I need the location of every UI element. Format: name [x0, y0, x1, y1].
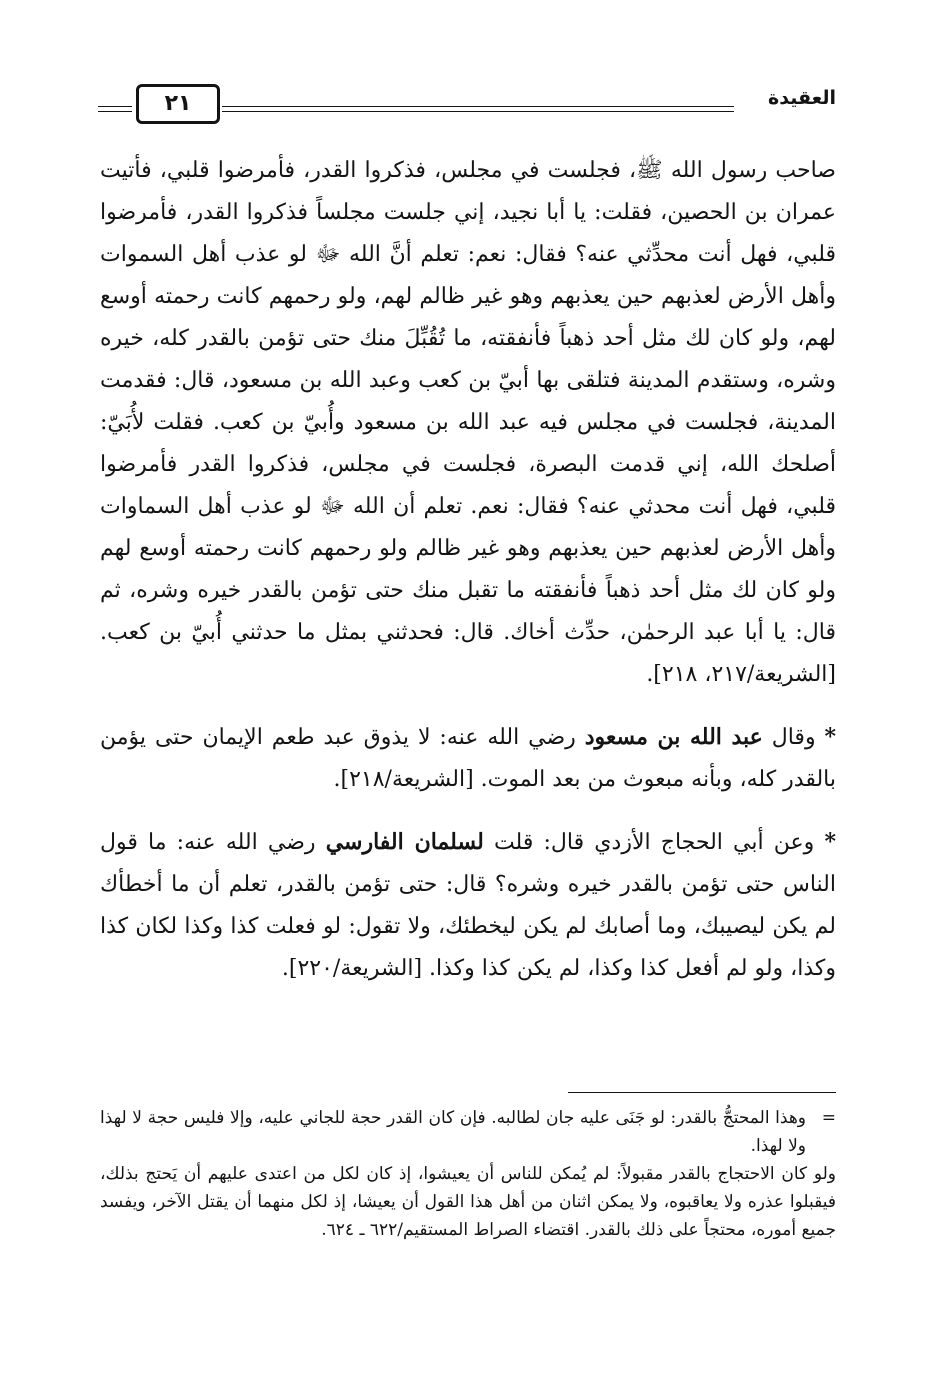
page-number: ٢١	[136, 84, 220, 124]
paragraph-body: رضي الله عنه: ما قول الناس حتى تؤمن بالقدر خيره وشره؟ قال: حتى تؤمن بالقدر، تعلم أن ما أخطأك لم يكن ليصيبك، وما أصابك لم يكن ليخطئك، ولا تقول: لو فعلت كذا وكذا لكان كذا وكذا، ولو لم أفعل كذا وكذا، لم يكن كذا وكذا. [الشريعة/٢٢٠].	[100, 830, 836, 981]
footnote-separator	[568, 1092, 836, 1093]
narrator-name: لسلمان الفارسي	[325, 829, 484, 855]
paragraph-body: رضي الله عنه: لا يذوق عبد طعم الإيمان حتى يؤمن بالقدر كله، وبأنه مبعوث من بعد الموت. [الشريعة/٢١٨].	[100, 725, 836, 792]
page-header	[98, 78, 836, 130]
paragraph-star: *	[824, 829, 836, 855]
paragraph-3	[100, 821, 836, 990]
paragraph-lead: وعن أبي الحجاج الأزدي قال: قلت	[493, 830, 815, 855]
footnote-continuation-marker: =	[821, 1108, 836, 1128]
paragraph-2	[100, 716, 836, 801]
header-rule-end	[98, 106, 132, 112]
running-title: العقيدة	[768, 87, 836, 109]
footnote-1	[100, 1104, 836, 1160]
header-rule	[222, 106, 734, 112]
paragraph-lead: وقال	[771, 725, 816, 750]
narrator-name: عبد الله بن مسعود	[584, 724, 763, 750]
footnotes	[100, 1104, 836, 1244]
main-text	[100, 150, 836, 1010]
footnote-1-text: وهذا المحتجُّ بالقدر: لو جَنَى عليه جان لطالبه. فإن كان القدر حجة للجاني عليه، وإلا فليس حجة لا لهذا ولا لهذا.	[100, 1108, 806, 1156]
paragraph-1: صاحب رسول الله ﷺ، فجلست في مجلس، فذكروا القدر، فأمرضوا قلبي، فأتيت عمران بن الحصين، فقلت: يا أبا نجيد، إني جلست مجلساً فذكروا القدر، فأمرضوا قلبي، فهل أنت محدِّثي عنه؟ فقال: نعم: تعلم أنَّ الله ﷻ لو عذب أهل السموات وأهل الأرض لعذبهم حين يعذبهم وهو غير ظالم لهم، ولو رحمهم كانت رحمته أوسع لهم، ولو كان لك مثل أحد ذهباً فأنفقته، ما تُقُبِّلَ منك حتى تؤمن بالقدر كله، خيره وشره، وستقدم المدينة فتلقى بها أبيّ بن كعب وعبد الله بن مسعود، قال: فقدمت المدينة، فجلست في مجلس فيه عبد الله بن مسعود وأُبيّ بن كعب. فقلت لأُبَيّ: أصلحك الله، إني قدمت البصرة، فجلست في مجلس، فذكروا القدر فأمرضوا قلبي، فهل أنت محدثي عنه؟ فقال: نعم. تعلم أن الله ﷻ لو عذب أهل السماوات وأهل الأرض لعذبهم حين يعذبهم وهو غير ظالم ولو رحمهم كانت رحمته أوسع لهم ولو كان لك مثل أحد ذهباً فأنفقته ما تقبل منك حتى تؤمن بالقدر خيره وشره، ثم قال: يا أبا عبد الرحمٰن، حدِّث أخاك. قال: فحدثني بمثل ما حدثني أُبيّ بن كعب. [الشريعة/٢١٧، ٢١٨].	[100, 158, 836, 687]
footnote-2: ولو كان الاحتجاج بالقدر مقبولاً: لم يُمكن للناس أن يعيشوا، إذ كان لكل من اعتدى عليهم أن يَحتج بذلك، فيقبلوا عذره ولا يعاقبوه، ولا يمكن اثنان من أهل هذا القول أن يعيشا، إذ لكل منهما أن يقتل الآخر، ويفسد جميع أموره، محتجاً على ذلك بالقدر. اقتضاء الصراط المستقيم/٦٢٢ ـ ٦٢٤.	[100, 1164, 836, 1240]
paragraph-star: *	[824, 724, 837, 750]
